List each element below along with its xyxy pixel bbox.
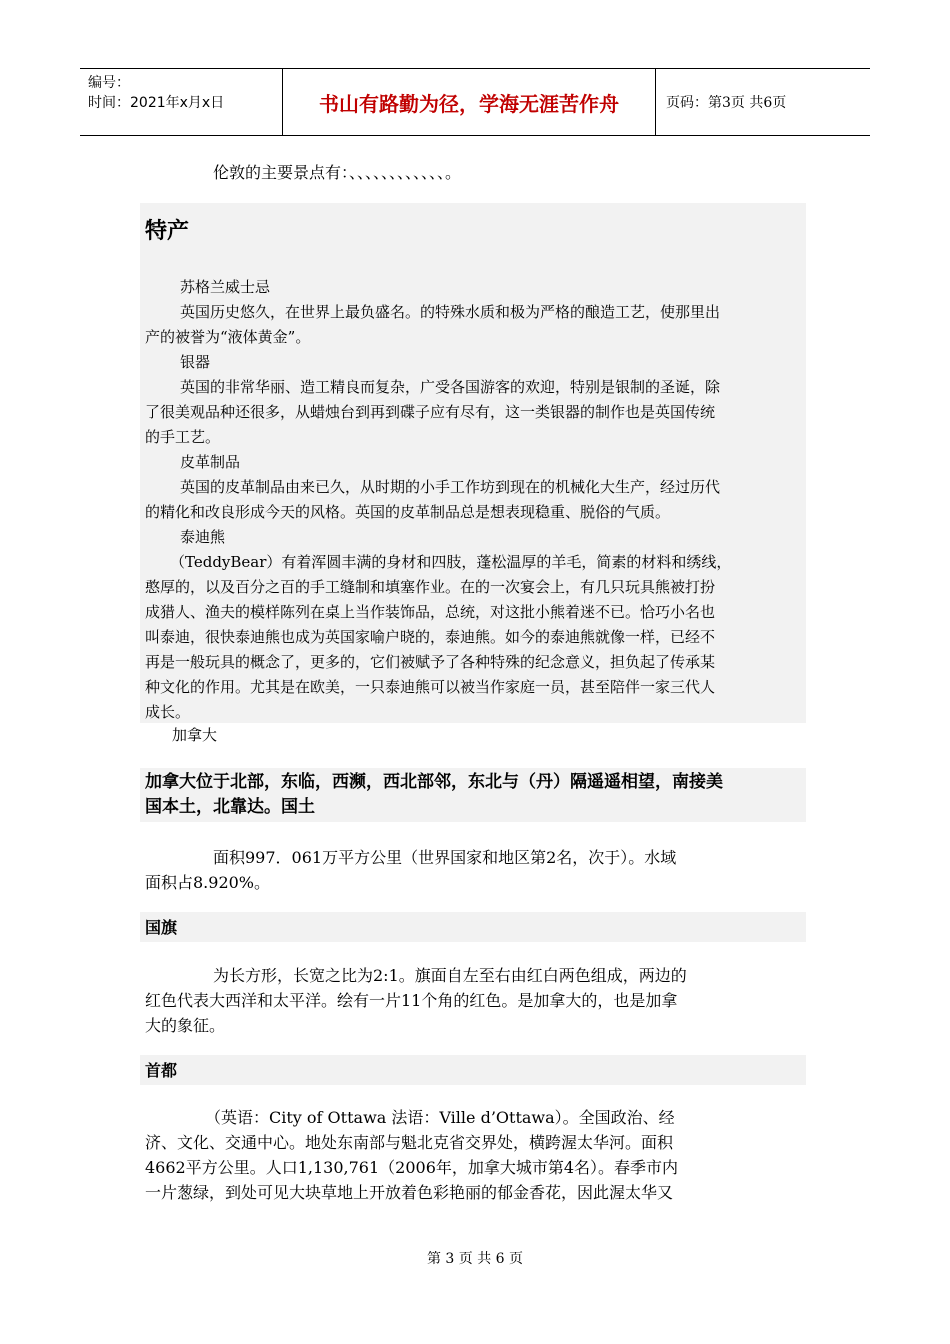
date-label: 时间：2021年x月x日 xyxy=(88,95,225,111)
canada-intro-2: 国本土，北靠达。国土 xyxy=(145,797,315,817)
silver-text-1: 英国的非常华丽、造工精良而复杂，广受各国游客的欢迎，特别是银制的圣诞，除 xyxy=(180,378,721,396)
teddy-title: 泰迪熊 xyxy=(180,528,226,546)
flag-shaded-block xyxy=(140,912,806,942)
silver-text-2: 了很美观品种还很多，从蜡烛台到再到碟子应有尽有，这一类银器的制作也是英国传统 xyxy=(145,403,716,421)
page-footer: 第 3 页 共 6 页 xyxy=(426,1251,524,1267)
whisky-text-2: 产的被誉为“液体黄金”。 xyxy=(145,328,311,346)
flag-text-1: 为长方形，长宽之比为2:1。旗面自左至右由红白两色组成，两边的 xyxy=(213,966,687,985)
leather-text-1: 英国的皮革制品由来已久，从时期的小手工作坊到现在的机械化大生产，经过历代 xyxy=(180,478,721,496)
specialties-heading: 特产 xyxy=(145,219,190,244)
capital-text-2: 济、文化、交通中心。地处东南部与魁北克省交界处，横跨渥太华河。面积 xyxy=(145,1133,674,1152)
capital-shaded-block xyxy=(140,1055,806,1085)
flag-text-2: 红色代表大西洋和太平洋。绘有一片11个角的红色。是加拿大的，也是加拿 xyxy=(145,991,678,1010)
whisky-text-1: 英国历史悠久，在世界上最负盛名。的特殊水质和极为严格的酿造工艺，使那里出 xyxy=(180,303,721,321)
teddy-text-6: 种文化的作用。尤其是在欧美，一只泰迪熊可以被当作家庭一员，甚至陪伴一家三代人 xyxy=(145,678,716,696)
capital-text-1: （英语：City of Ottawa 法语：Ville d’Ottawa）。全国政治、经 xyxy=(205,1108,675,1127)
number-label: 编号： xyxy=(88,75,130,91)
header-motto: 书山有路勤为径，学海无涯苦作舟 xyxy=(282,69,656,135)
teddy-text-3: 成猎人、渔夫的模样陈列在桌上当作装饰品，总统，对这批小熊着迷不已。恰巧小名也 xyxy=(145,603,716,621)
canada-intro-1: 加拿大位于北部，东临，西濒，西北部邻，东北与（丹）隔遥遥相望，南接美 xyxy=(145,772,723,792)
capital-text-4: 一片葱绿，到处可见大块草地上开放着色彩艳丽的郁金香花，因此渥太华又 xyxy=(145,1183,674,1202)
header-meta xyxy=(80,69,282,135)
leather-text-2: 的精化和改良形成今天的风格。英国的皮革制品总是想表现稳重、脱俗的气质。 xyxy=(145,503,671,521)
leather-title: 皮革制品 xyxy=(180,453,241,471)
capital-text-3: 4662平方公里。人口1,130,761（2006年，加拿大城市第4名）。春季市内 xyxy=(145,1158,679,1177)
teddy-text-5: 再是一般玩具的概念了，更多的，它们被赋予了各种特殊的纪念意义，担负起了传承某 xyxy=(145,653,716,671)
london-line: 伦敦的主要景点有：、、、、、、、、、、、、。 xyxy=(213,163,462,182)
teddy-text-1: （TeddyBear）有着浑圆丰满的身材和四肢，蓬松温厚的羊毛，简素的材料和绣线， xyxy=(170,553,732,571)
teddy-text-2: 憨厚的，以及百分之百的手工缝制和填塞作业。在的一次宴会上，有几只玩具熊被打扮 xyxy=(145,578,716,596)
flag-heading: 国旗 xyxy=(145,918,178,937)
silver-title: 银器 xyxy=(180,353,211,371)
area-text-1: 面积997．061万平方公里（世界国家和地区第2名，次于）。水域 xyxy=(213,848,677,867)
teddy-text-4: 叫泰迪，很快泰迪熊也成为英国家喻户晓的，泰迪熊。如今的泰迪熊就像一样，已经不 xyxy=(145,628,716,646)
header-page-label: 页码：第3页 共6页 xyxy=(666,95,787,111)
capital-heading: 首都 xyxy=(145,1061,178,1080)
area-text-2: 面积占8.920%。 xyxy=(145,873,271,892)
silver-text-3: 的手工艺。 xyxy=(145,428,221,446)
page-header xyxy=(80,68,870,136)
teddy-text-7: 成长。 xyxy=(145,703,191,721)
whisky-title: 苏格兰威士忌 xyxy=(180,278,271,296)
flag-text-3: 大的象征。 xyxy=(145,1016,226,1035)
canada-title: 加拿大 xyxy=(172,726,218,744)
